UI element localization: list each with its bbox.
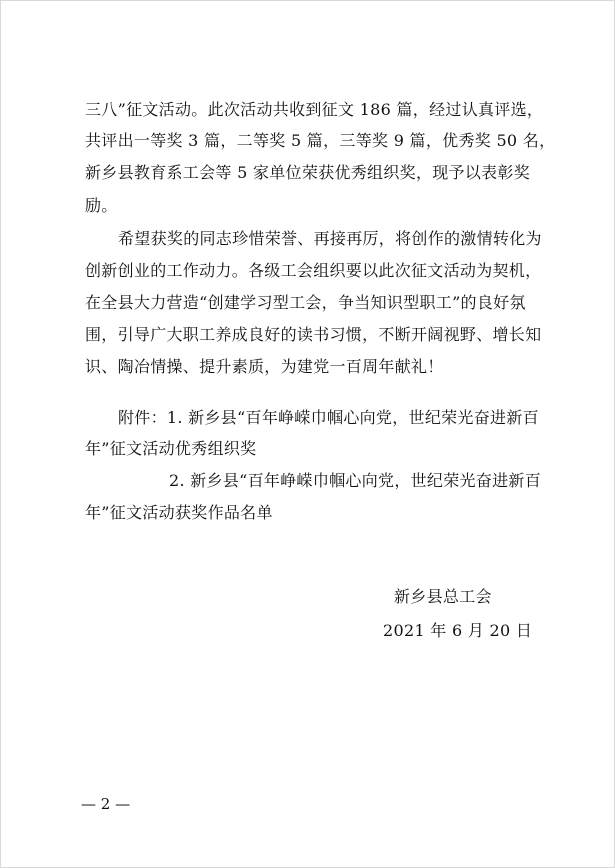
attachment-1-line-1: 附件：1. 新乡县“百年峥嵘巾帼心向党，世纪荣光奋进新百: [118, 408, 539, 427]
paragraph1-line-3: 新乡县教育系工会等 5 家单位荣获优秀组织奖，现予以表彰奖: [85, 163, 531, 182]
attachment-2-line-1: 2. 新乡县“百年峥嵘巾帼心向党，世纪荣光奋进新百: [169, 471, 542, 490]
paragraph2-line-2: 创新创业的工作动力。各级工会组织要以此次征文活动为契机，: [85, 261, 542, 280]
paragraph1-line-1: 三八”征文活动。此次活动共收到征文 186 篇，经过认真评选，: [85, 100, 544, 119]
attachment-1-line-2: 年”征文活动优秀组织奖: [85, 439, 257, 458]
paragraph1-line-4: 励。: [85, 196, 118, 215]
paragraph1-line-2: 共评出一等奖 3 篇，二等奖 5 篇，三等奖 9 篇，优秀奖 50 名，: [85, 131, 556, 150]
page-number: — 2 —: [81, 795, 131, 813]
paragraph2-line-4: 围，引导广大职工养成良好的读书习惯，不断开阔视野、增长知: [85, 325, 542, 344]
paragraph2-line-5: 识、陶冶情操、提升素质，为建党一百周年献礼！: [85, 357, 444, 376]
signature-date: 2021 年 6 月 20 日: [383, 621, 533, 640]
signature-organization: 新乡县总工会: [394, 587, 492, 606]
paragraph2-line-3: 在全县大力营造“创建学习型工会，争当知识型职工”的良好氛: [85, 293, 526, 312]
attachment-2-line-2: 年”征文活动获奖作品名单: [85, 503, 273, 522]
paragraph2-line-1: 希望获奖的同志珍惜荣誉、再接再厉，将创作的激情转化为: [118, 229, 542, 248]
